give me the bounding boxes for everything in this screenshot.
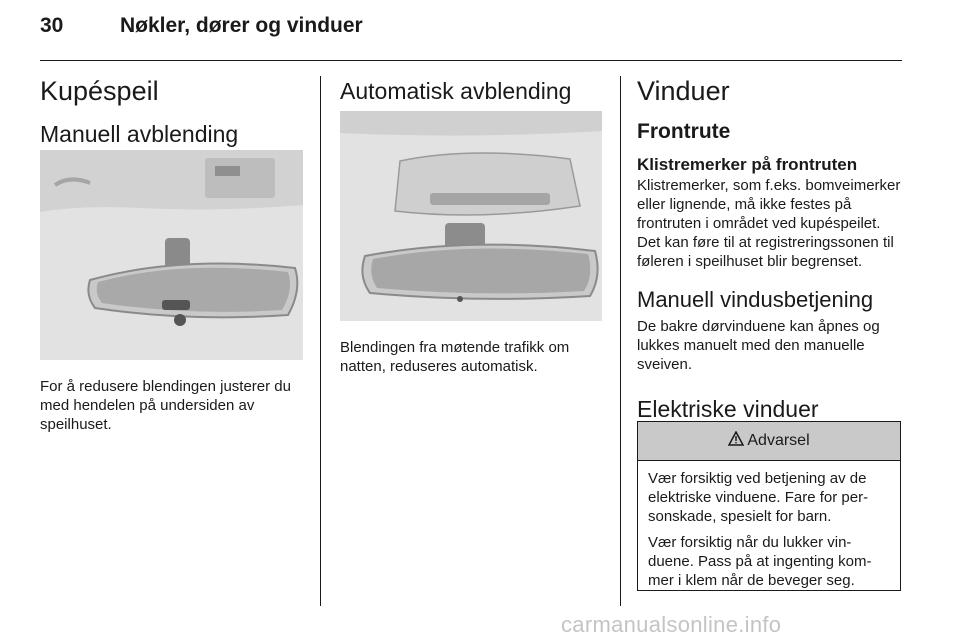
mirror-auto-image: [340, 111, 602, 321]
column-divider-2: [620, 76, 621, 606]
heading-kupespeil: Kupéspeil: [40, 76, 159, 106]
body-automatisk: [340, 338, 605, 376]
rear-view-mirror-automatic-dimming-illustration: [340, 111, 602, 321]
subheading-frontrute: Frontrute: [637, 120, 731, 143]
column-kupespeil: [40, 72, 305, 149]
warning-triangle-icon: [728, 431, 744, 451]
column-vinduer: [637, 72, 901, 424]
warning-body: [638, 461, 900, 590]
warning-paragraph-1: Vær forsiktig ved betjening av de elektriske vinduene. Fare for personskade, spesielt for barn.: [648, 470, 869, 525]
heading-automatisk-avblending: Automatisk avblending: [340, 78, 572, 104]
watermark: carmanualsonline.info: [561, 612, 782, 637]
paragraph-manuell: For å redusere blendingen justerer du med hendelen på undersiden av speilhuset.: [40, 378, 291, 433]
heading-elektriske-vinduer: Elektriske vinduer: [637, 396, 819, 422]
page-number: 30: [40, 14, 64, 37]
paragraph-klistremerker: Klistremerker, som f.eks. bomveimerker eller lignende, må ikke festes på frontruten i området ved kupéspeilet. Det kan føre til at registreringssonen til føleren i speilhuset blir begrenset.: [637, 177, 901, 270]
mirror-manual-image: [40, 150, 303, 360]
warning-header: [638, 422, 900, 461]
paragraph-manuell-vindus: De bakre dørvinduene kan åpnes og lukkes manuelt med den manuelle sveiven.: [637, 318, 880, 373]
rear-view-mirror-manual-dimming-illustration: [40, 150, 303, 360]
heading-vinduer: Vinduer: [637, 76, 730, 106]
subheading-manuell-avblending: Manuell avblending: [40, 121, 239, 147]
warning-box: [637, 421, 901, 591]
column-divider-1: [320, 76, 321, 606]
warning-paragraph-2: Vær forsiktig når du lukker vinduene. Pass på at ingenting kommer i klem når de beveger seg.: [648, 534, 872, 589]
heading-manuell-vindusbetjening: Manuell vindusbetjening: [637, 287, 874, 312]
column-automatisk: [340, 72, 605, 106]
body-manuell: [40, 377, 305, 434]
paragraph-automatisk: Blendingen fra møtende trafikk om natten, reduseres automatisk.: [340, 339, 570, 375]
subsubheading-klistremerker: Klistremerker på frontruten: [637, 155, 858, 174]
section-title: Nøkler, dører og vinduer: [120, 14, 363, 37]
warning-title: Advarsel: [747, 432, 810, 449]
header-rule: [40, 60, 902, 61]
